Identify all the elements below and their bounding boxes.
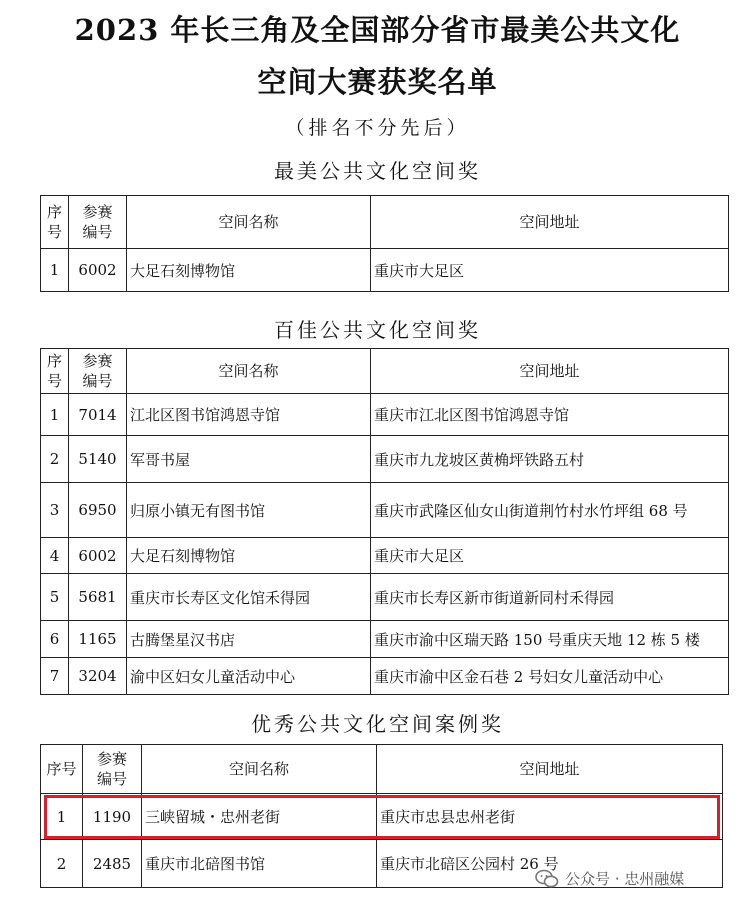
cell-name: 渝中区妇女儿童活动中心 <box>127 658 371 695</box>
ranking-note: （排名不分先后） <box>285 117 470 139</box>
header-index: 序 号 <box>41 349 69 394</box>
table-header-row <box>41 745 723 794</box>
cell-address: 重庆市大足区 <box>371 538 729 574</box>
cell-code: 6002 <box>69 249 127 292</box>
watermark <box>535 868 684 889</box>
table-row <box>41 394 729 436</box>
wechat-icon <box>535 869 559 889</box>
highlight-box <box>44 795 720 839</box>
cell-name: 军哥书屋 <box>127 436 371 483</box>
header-code: 参赛 编号 <box>69 349 127 394</box>
cell-address: 重庆市渝中区瑞天路 150 号重庆天地 12 栋 5 楼 <box>371 621 729 658</box>
cell-no: 7 <box>41 658 69 695</box>
cell-address: 重庆市北碚区公园村 26 号 <box>377 840 723 888</box>
section-title-top-hundred: 百佳公共文化空间奖 <box>274 318 481 342</box>
table-row <box>41 658 729 695</box>
cell-no: 1 <box>41 394 69 436</box>
cell-name: 江北区图书馆鸿恩寺馆 <box>127 394 371 436</box>
cell-code: 1190 <box>83 794 142 840</box>
cell-no: 6 <box>41 621 69 658</box>
cell-code: 1165 <box>69 621 127 658</box>
cell-address: 重庆市江北区图书馆鸿恩寺馆 <box>371 394 729 436</box>
cell-no: 2 <box>41 840 83 888</box>
table-row <box>41 436 729 483</box>
header-address: 空间地址 <box>377 745 723 794</box>
section-title-excellent-cases: 优秀公共文化空间案例奖 <box>251 712 504 736</box>
header-index: 序号 <box>41 745 83 794</box>
cell-code: 5140 <box>69 436 127 483</box>
table-row <box>41 621 729 658</box>
header-name: 空间名称 <box>142 745 377 794</box>
header-code: 参赛 编号 <box>83 745 142 794</box>
header-address: 空间地址 <box>371 196 729 249</box>
table-row <box>41 249 729 292</box>
cell-code: 6002 <box>69 538 127 574</box>
cell-address: 重庆市大足区 <box>371 249 729 292</box>
cell-name: 归原小镇无有图书馆 <box>127 483 371 538</box>
header-name: 空间名称 <box>127 349 371 394</box>
cell-address: 重庆市长寿区新市街道新同村禾得园 <box>371 574 729 621</box>
cell-name: 大足石刻博物馆 <box>127 249 371 292</box>
cell-name: 古腾堡星汉书店 <box>127 621 371 658</box>
table-row <box>41 483 729 538</box>
watermark-text: 公众号 · 忠州融媒 <box>565 870 685 888</box>
cell-name: 重庆市长寿区文化馆禾得园 <box>127 574 371 621</box>
cell-code: 2485 <box>83 840 142 888</box>
cell-no: 4 <box>41 538 69 574</box>
page-title-line1: 2023 年长三角及全国部分省市最美公共文化 <box>74 13 681 47</box>
section-title-most-beautiful: 最美公共文化空间奖 <box>274 159 481 183</box>
cell-name: 重庆市北碚图书馆 <box>142 840 377 888</box>
cell-no: 3 <box>41 483 69 538</box>
table-top-hundred <box>40 348 729 695</box>
table-most-beautiful <box>40 195 729 292</box>
cell-code: 5681 <box>69 574 127 621</box>
cell-code: 7014 <box>69 394 127 436</box>
table-row <box>41 574 729 621</box>
header-index: 序 号 <box>41 196 69 249</box>
cell-address: 重庆市武隆区仙女山街道荆竹村水竹坪组 68 号 <box>371 483 729 538</box>
table-header-row <box>41 349 729 394</box>
cell-address: 重庆市忠县忠州老街 <box>377 794 723 840</box>
header-name: 空间名称 <box>127 196 371 249</box>
cell-code: 3204 <box>69 658 127 695</box>
cell-name: 大足石刻博物馆 <box>127 538 371 574</box>
table-row <box>41 538 729 574</box>
cell-code: 6950 <box>69 483 127 538</box>
cell-name: 三峡留城・忠州老街 <box>142 794 377 840</box>
header-address: 空间地址 <box>371 349 729 394</box>
page-title-line2: 空间大赛获奖名单 <box>257 65 498 99</box>
cell-no: 5 <box>41 574 69 621</box>
cell-no: 1 <box>41 794 83 840</box>
header-code: 参赛 编号 <box>69 196 127 249</box>
cell-no: 2 <box>41 436 69 483</box>
cell-address: 重庆市渝中区金石巷 2 号妇女儿童活动中心 <box>371 658 729 695</box>
cell-address: 重庆市九龙坡区黄桷坪铁路五村 <box>371 436 729 483</box>
table-header-row <box>41 196 729 249</box>
cell-no: 1 <box>41 249 69 292</box>
